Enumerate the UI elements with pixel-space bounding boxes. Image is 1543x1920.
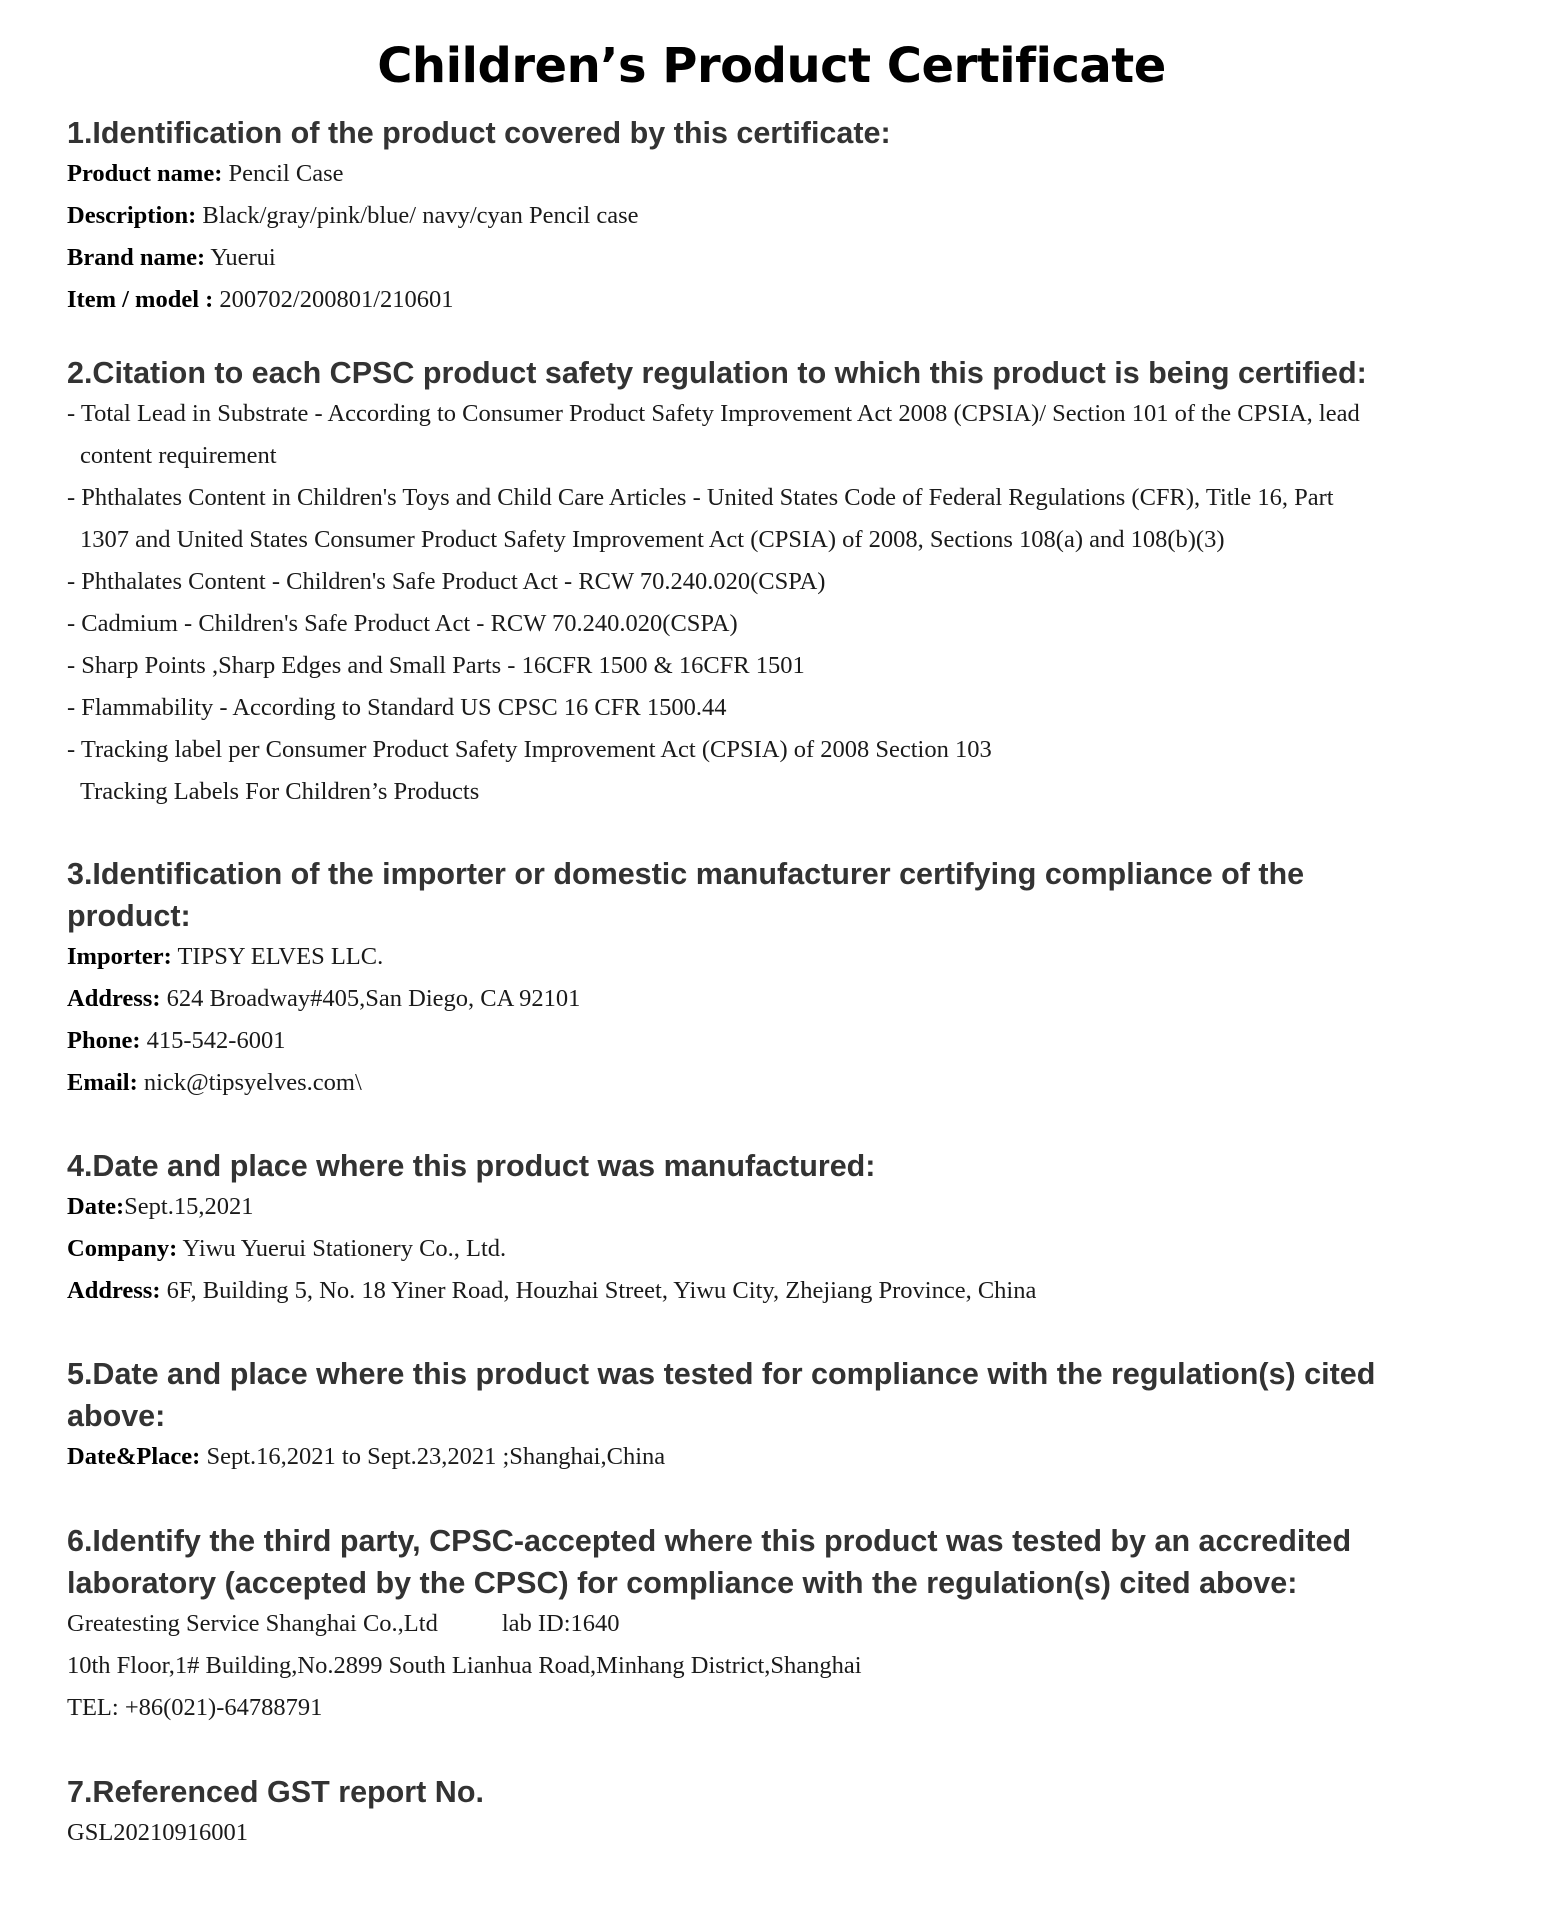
- section3-heading: 3.Identification of the importer or domestic manufacturer certifying compliance of the: [67, 857, 1305, 891]
- phone-row: [67, 1026, 1507, 1056]
- lab-name: Greatesting Service Shanghai Co.,Ltd: [67, 1610, 438, 1637]
- importer-address-label: Address:: [67, 985, 161, 1012]
- regulation-line: - Phthalates Content - Children's Safe Product Act - RCW 70.240.020(CSPA): [67, 568, 826, 595]
- item-model-row: [67, 285, 1507, 315]
- section5-heading-cont: above:: [67, 1399, 166, 1433]
- lab-id: lab ID:1640: [501, 1610, 620, 1637]
- item-model-label: Item / model :: [67, 286, 214, 313]
- regulation-line: - Tracking label per Consumer Product Safety Improvement Act (CPSIA) of 2008 Section 103: [67, 736, 992, 763]
- email-value: nick@tipsyelves.com\: [143, 1069, 362, 1096]
- company-label: Company:: [67, 1235, 178, 1262]
- brand-row: [67, 243, 1507, 273]
- report-number: GSL20210916001: [67, 1819, 249, 1846]
- phone-label: Phone:: [67, 1027, 141, 1054]
- description-row: [67, 201, 1507, 231]
- manufacturer-address-row: [67, 1276, 1507, 1306]
- company-value: Yiwu Yuerui Stationery Co., Ltd.: [182, 1235, 507, 1262]
- manufacturer-address-value: 6F, Building 5, No. 18 Yiner Road, Houzhai Street, Yiwu City, Zhejiang Province, China: [166, 1277, 1037, 1304]
- importer-label: Importer:: [67, 943, 172, 970]
- email-row: [67, 1068, 1507, 1098]
- importer-value: TIPSY ELVES LLC.: [177, 943, 384, 970]
- section3-heading-cont: product:: [67, 899, 191, 933]
- product-name-label: Product name:: [67, 160, 223, 187]
- importer-row: [67, 942, 1507, 972]
- lab-address: 10th Floor,1# Building,No.2899 South Lianhua Road,Minhang District,Shanghai: [67, 1652, 862, 1679]
- product-name-row: [67, 159, 1507, 189]
- manufacturer-address-label: Address:: [67, 1277, 161, 1304]
- regulation-line: - Sharp Points ,Sharp Edges and Small Parts - 16CFR 1500 & 16CFR 1501: [67, 652, 805, 679]
- brand-label: Brand name:: [67, 244, 206, 271]
- manufacture-date-row: [67, 1192, 1507, 1222]
- regulation-line: - Phthalates Content in Children's Toys and Child Care Articles - United States Code of Federal Regulations (CFR), Title 16, Part: [67, 484, 1334, 511]
- section1-heading: 1.Identification of the product covered by this certificate:: [67, 116, 891, 150]
- brand-value: Yuerui: [210, 244, 276, 271]
- item-model-value: 200702/200801/210601: [219, 286, 454, 313]
- test-dateplace-label: Date&Place:: [67, 1443, 201, 1470]
- manufacture-date-value: Sept.15,2021: [124, 1193, 254, 1220]
- description-value: Black/gray/pink/blue/ navy/cyan Pencil case: [202, 202, 639, 229]
- email-label: Email:: [67, 1069, 138, 1096]
- regulation-line: Tracking Labels For Children’s Products: [80, 778, 480, 805]
- page-title: Children’s Product Certificate: [377, 38, 1166, 94]
- section6-heading-cont: laboratory (accepted by the CPSC) for compliance with the regulation(s) cited above:: [67, 1566, 1298, 1600]
- importer-address-row: [67, 984, 1507, 1014]
- regulation-line: - Cadmium - Children's Safe Product Act - RCW 70.240.020(CSPA): [67, 610, 738, 637]
- description-label: Description:: [67, 202, 197, 229]
- test-dateplace-value: Sept.16,2021 to Sept.23,2021 ;Shanghai,China: [206, 1443, 666, 1470]
- lab-name-row: [67, 1609, 1507, 1639]
- manufacture-date-label: Date:: [67, 1193, 125, 1220]
- company-row: [67, 1234, 1507, 1264]
- section7-heading: 7.Referenced GST report No.: [67, 1775, 484, 1809]
- product-name-value: Pencil Case: [228, 160, 344, 187]
- section6-heading: 6.Identify the third party, CPSC-accepted where this product was tested by an accredited: [67, 1524, 1352, 1558]
- lab-tel: TEL: +86(021)-64788791: [67, 1694, 323, 1721]
- regulation-line: - Total Lead in Substrate - According to Consumer Product Safety Improvement Act 2008 (CPSIA)/ Section 101 of the CPSIA, lead: [67, 400, 1360, 427]
- regulation-line: content requirement: [80, 442, 277, 469]
- regulation-line: - Flammability - According to Standard US CPSC 16 CFR 1500.44: [67, 694, 727, 721]
- section5-heading: 5.Date and place where this product was tested for compliance with the regulation(s) cited: [67, 1357, 1376, 1391]
- section4-heading: 4.Date and place where this product was manufactured:: [67, 1149, 876, 1183]
- section2-heading: 2.Citation to each CPSC product safety regulation to which this product is being certified:: [67, 356, 1367, 390]
- importer-address-value: 624 Broadway#405,San Diego, CA 92101: [166, 985, 581, 1012]
- regulation-line: 1307 and United States Consumer Product Safety Improvement Act (CPSIA) of 2008, Sections 108(a) and 108(b)(3): [80, 526, 1225, 553]
- phone-value: 415-542-6001: [146, 1027, 286, 1054]
- test-dateplace-row: [67, 1442, 1507, 1472]
